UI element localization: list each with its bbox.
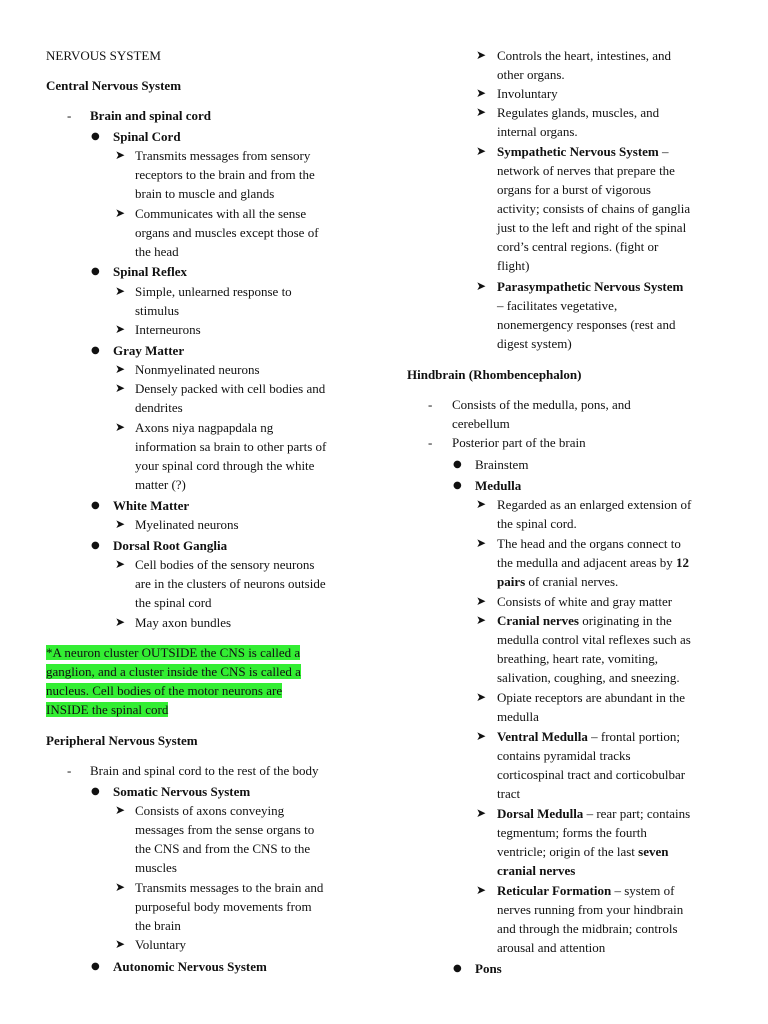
spinal-reflex-item: stimulus (135, 303, 180, 318)
arrow-icon: ➤ (476, 594, 487, 608)
bullet-icon: ● (91, 131, 100, 142)
medulla-item: ventricle; origin of the last (497, 844, 639, 859)
somatic-item: the brain (135, 918, 181, 933)
autonomic-item: Involuntary (497, 86, 558, 101)
arrow-icon: ➤ (115, 557, 126, 571)
somatic-item: purposeful body movements from (135, 899, 312, 914)
hindbrain-item: Consists of the medulla, pons, and (452, 397, 631, 412)
somatic-item: Transmits messages to the brain and (135, 880, 324, 895)
highlight-note-line: nucleus. Cell bodies of the motor neurons are (46, 683, 283, 698)
hindbrain-heading: Hindbrain (Rhombencephalon) (407, 367, 582, 382)
arrow-icon: ➤ (115, 420, 126, 434)
bullet-icon: ● (453, 480, 462, 491)
medulla-item: the spinal cord. (497, 516, 577, 531)
arrow-icon: ➤ (476, 729, 487, 743)
gray-matter-item: Nonmyelinated neurons (135, 362, 260, 377)
white-matter-item: Myelinated neurons (135, 517, 239, 532)
parasympathetic-line: digest system) (497, 336, 572, 351)
bullet-icon: ● (91, 540, 100, 551)
page-title: NERVOUS SYSTEM (46, 48, 161, 63)
drg-item: May axon bundles (135, 615, 232, 630)
drg-item: Cell bodies of the sensory neurons (135, 557, 315, 572)
hindbrain-item: cerebellum (452, 416, 510, 431)
medulla-item: arousal and attention (497, 940, 606, 955)
arrow-icon: ➤ (476, 48, 487, 62)
medulla-item: – frontal portion; (587, 729, 680, 744)
spinal-cord-item-1-line: receptors to the brain and from the (135, 167, 315, 182)
arrow-icon: ➤ (476, 105, 487, 119)
highlight-note-line: ganglion, and a cluster inside the CNS is called a (46, 664, 301, 679)
parasympathetic-label: Parasympathetic Nervous System (497, 279, 684, 294)
arrow-icon: ➤ (476, 690, 487, 704)
arrow-icon: ➤ (476, 613, 487, 627)
sympathetic-line: network of nerves that prepare the (497, 163, 675, 178)
sympathetic-line: cord’s central regions. (fight or (497, 239, 659, 254)
somatic-item: Consists of axons conveying (135, 803, 285, 818)
dash-marker: - (428, 397, 433, 412)
medulla-item: nerves running from your hindbrain (497, 902, 684, 917)
sympathetic-line: flight) (497, 258, 530, 273)
arrow-icon: ➤ (476, 144, 487, 158)
gray-matter-item: your spinal cord through the white (135, 458, 315, 473)
pns-brain-body: Brain and spinal cord to the rest of the body (90, 763, 319, 778)
parasympathetic-line: nonemergency responses (rest and (497, 317, 676, 332)
medulla-item-bold: cranial nerves (497, 863, 576, 878)
spinal-cord-item-1-line: brain to muscle and glands (135, 186, 275, 201)
arrow-icon: ➤ (476, 279, 487, 293)
dash-marker: - (67, 108, 72, 123)
medulla-item: Consists of white and gray matter (497, 594, 673, 609)
hindbrain-item: Posterior part of the brain (452, 435, 586, 450)
dorsal-medulla-label: Dorsal Medulla (497, 806, 584, 821)
somatic-item: messages from the sense organs to (135, 822, 315, 837)
arrow-icon: ➤ (115, 206, 126, 220)
arrow-icon: ➤ (115, 517, 126, 531)
arrow-icon: ➤ (476, 536, 487, 550)
spinal-cord-item-2-line: organs and muscles except those of (135, 225, 319, 240)
arrow-icon: ➤ (115, 284, 126, 298)
medulla-item: Regarded as an enlarged extension of (497, 497, 692, 512)
somatic-label: Somatic Nervous System (113, 784, 251, 799)
somatic-item: muscles (135, 860, 177, 875)
parasympathetic-line: – facilitates vegetative, (497, 298, 618, 313)
sympathetic-line: just to the left and right of the spinal (497, 220, 687, 235)
arrow-icon: ➤ (115, 615, 126, 629)
sympathetic-dash: – (658, 144, 669, 159)
gray-matter-label: Gray Matter (113, 343, 185, 358)
pons-label: Pons (475, 961, 502, 976)
arrow-icon: ➤ (476, 86, 487, 100)
bullet-icon: ● (91, 786, 100, 797)
white-matter-label: White Matter (113, 498, 190, 513)
spinal-reflex-item: Simple, unlearned response to (135, 284, 292, 299)
highlight-note-line: *A neuron cluster OUTSIDE the CNS is called a (46, 645, 301, 660)
drg-label: Dorsal Root Ganglia (113, 538, 228, 553)
autonomic-item: Controls the heart, intestines, and (497, 48, 672, 63)
bullet-icon: ● (91, 961, 100, 972)
bullet-icon: ● (453, 963, 462, 974)
sympathetic-line: activity; consists of chains of ganglia (497, 201, 691, 216)
dash-marker: - (67, 763, 72, 778)
medulla-item: Opiate receptors are abundant in the (497, 690, 686, 705)
medulla-item: contains pyramidal tracks (497, 748, 631, 763)
medulla-item: The head and the organs connect to (497, 536, 681, 551)
arrow-icon: ➤ (476, 806, 487, 820)
arrow-icon: ➤ (115, 322, 126, 336)
arrow-icon: ➤ (115, 880, 126, 894)
spinal-reflex-item: Interneurons (135, 322, 201, 337)
bullet-icon: ● (453, 459, 462, 470)
medulla-item: of cranial nerves. (525, 574, 619, 589)
medulla-item: – system of (611, 883, 675, 898)
arrow-icon: ➤ (476, 883, 487, 897)
autonomic-label: Autonomic Nervous System (113, 959, 267, 974)
dash-marker: - (428, 435, 433, 450)
cns-heading: Central Nervous System (46, 78, 182, 93)
drg-item: the spinal cord (135, 595, 212, 610)
gray-matter-item: matter (?) (135, 477, 186, 492)
bullet-icon: ● (91, 266, 100, 277)
somatic-item: the CNS and from the CNS to the (135, 841, 311, 856)
medulla-item: the medulla and adjacent areas by (497, 555, 677, 570)
spinal-cord-label: Spinal Cord (113, 129, 181, 144)
medulla-item: – rear part; contains (583, 806, 691, 821)
drg-item: are in the clusters of neurons outside (135, 576, 326, 591)
bullet-icon: ● (91, 500, 100, 511)
autonomic-item: internal organs. (497, 124, 578, 139)
spinal-cord-item-2-line: Communicates with all the sense (135, 206, 307, 221)
medulla-item: tegmentum; forms the fourth (497, 825, 647, 840)
medulla-label: Medulla (475, 478, 522, 493)
medulla-item: originating in the (578, 613, 672, 628)
medulla-item: medulla control vital reflexes such as (497, 632, 691, 647)
somatic-item: Voluntary (135, 937, 187, 952)
arrow-icon: ➤ (115, 362, 126, 376)
gray-matter-item: Densely packed with cell bodies and (135, 381, 326, 396)
autonomic-item: other organs. (497, 67, 565, 82)
spinal-cord-item-2-line: the head (135, 244, 179, 259)
gray-matter-item: dendrites (135, 400, 183, 415)
spinal-cord-item-1-line: Transmits messages from sensory (135, 148, 311, 163)
gray-matter-item: information sa brain to other parts of (135, 439, 327, 454)
bullet-icon: ● (91, 345, 100, 356)
medulla-item: salivation, coughing, and sneezing. (497, 670, 680, 685)
pns-heading: Peripheral Nervous System (46, 733, 198, 748)
brainstem-label: Brainstem (475, 457, 529, 472)
arrow-icon: ➤ (115, 937, 126, 951)
medulla-item: breathing, heart rate, vomiting, (497, 651, 659, 666)
cns-brain-spinal: Brain and spinal cord (90, 108, 212, 123)
arrow-icon: ➤ (115, 148, 126, 162)
cranial-nerves-label: Cranial nerves (497, 613, 579, 628)
arrow-icon: ➤ (115, 803, 126, 817)
medulla-item-bold: pairs (497, 574, 526, 589)
medulla-item-bold: seven (638, 844, 669, 859)
arrow-icon: ➤ (115, 381, 126, 395)
medulla-item: medulla (497, 709, 539, 724)
gray-matter-item: Axons niya nagpapdala ng (135, 420, 274, 435)
sympathetic-label: Sympathetic Nervous System (497, 144, 659, 159)
autonomic-item: Regulates glands, muscles, and (497, 105, 660, 120)
medulla-item: corticospinal tract and corticobulbar (497, 767, 686, 782)
spinal-reflex-label: Spinal Reflex (113, 264, 188, 279)
ventral-medulla-label: Ventral Medulla (497, 729, 588, 744)
arrow-icon: ➤ (476, 497, 487, 511)
highlight-note-line: INSIDE the spinal cord (46, 702, 169, 717)
medulla-item: and through the midbrain; controls (497, 921, 678, 936)
medulla-item-bold: 12 (676, 555, 690, 570)
medulla-item: tract (497, 786, 521, 801)
reticular-formation-label: Reticular Formation (497, 883, 612, 898)
sympathetic-line: organs for a burst of vigorous (497, 182, 651, 197)
